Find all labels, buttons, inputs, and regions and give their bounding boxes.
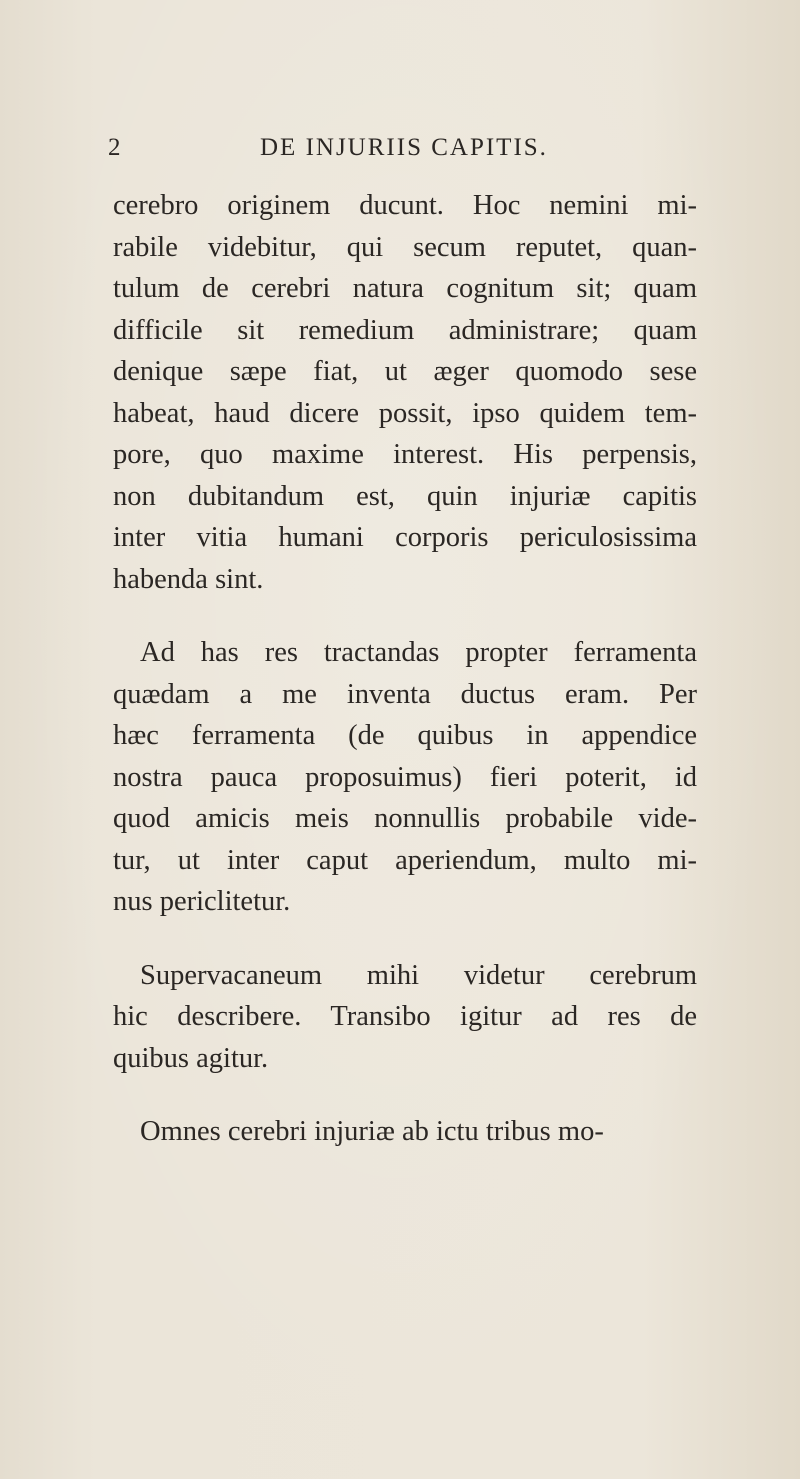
- text-line: habenda sint.: [113, 563, 264, 595]
- paragraph-2: [113, 632, 697, 923]
- text-line: rabile videbitur, qui secum reputet, quan-: [113, 231, 697, 263]
- paragraph-spacer: [113, 1079, 697, 1111]
- text-line: difficile sit remedium administrare; quam: [113, 314, 697, 346]
- running-head: [108, 134, 708, 170]
- text-line: nus periclitetur.: [113, 886, 291, 917]
- text-line: Ad has res tractandas propter ferramenta: [140, 637, 697, 668]
- text-line: tur, ut inter caput aperiendum, multo mi-: [113, 844, 697, 876]
- text-line: hæc ferramenta (de quibus in appendice: [113, 720, 697, 751]
- header-title: DE INJURIIS CAPITIS.: [260, 134, 548, 161]
- page-number: 2: [108, 134, 123, 161]
- text-line: Supervacaneum mihi videtur cerebrum: [140, 959, 697, 991]
- text-line: hic describere. Transibo igitur ad res de: [113, 1001, 697, 1032]
- text-line: cerebro originem ducunt. Hoc nemini mi-: [113, 190, 697, 221]
- paragraph-4: [113, 1111, 697, 1153]
- text-line: inter vitia humani corporis periculosissima: [113, 522, 697, 553]
- paragraph-spacer: [113, 923, 697, 955]
- text-line: tulum de cerebri natura cognitum sit; quam: [113, 273, 697, 304]
- paragraph-spacer: [113, 600, 697, 632]
- text-line: non dubitandum est, quin injuriæ capitis: [113, 480, 697, 512]
- text-line: denique sæpe fiat, ut æger quomodo sese: [113, 356, 697, 387]
- paragraph-3: [113, 955, 697, 1080]
- text-line: nostra pauca proposuimus) fieri poterit, id: [113, 761, 697, 793]
- text-line: quod amicis meis nonnullis probabile vide-: [113, 803, 697, 834]
- body-text: [113, 185, 697, 1153]
- paragraph-1: [113, 185, 697, 600]
- text-line: pore, quo maxime interest. His perpensis,: [113, 439, 697, 470]
- text-line: habeat, haud dicere possit, ipso quidem tem-: [113, 397, 697, 429]
- text-line: quædam a me inventa ductus eram. Per: [113, 678, 697, 710]
- text-line: Omnes cerebri injuriæ ab ictu tribus mo-: [140, 1116, 604, 1147]
- text-line: quibus agitur.: [113, 1042, 269, 1074]
